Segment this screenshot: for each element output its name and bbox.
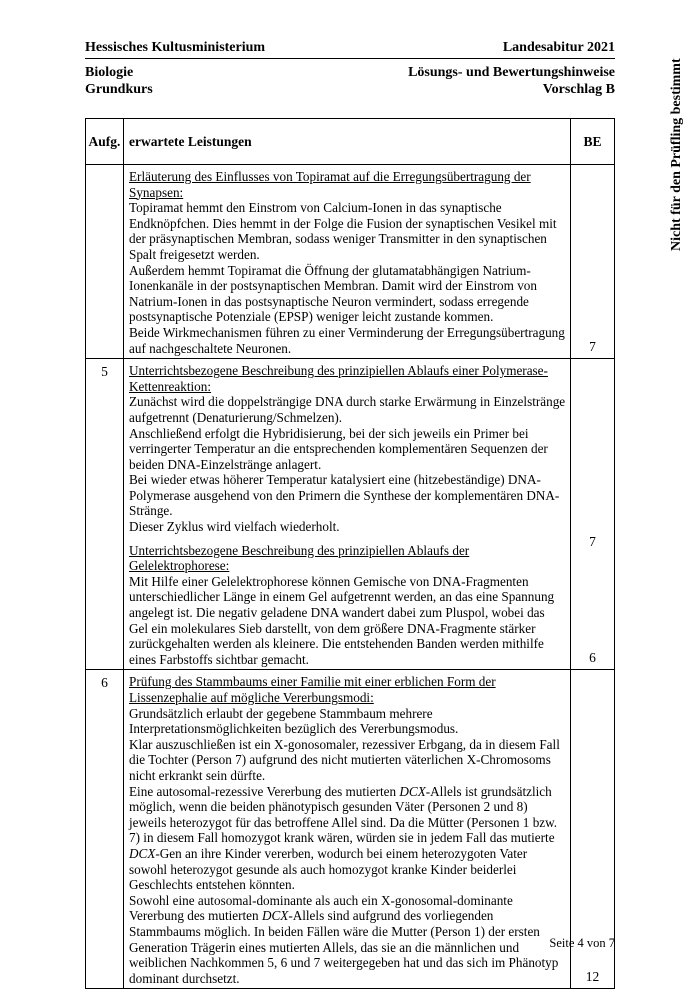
- answer-heading: Unterrichtsbezogene Beschreibung des prinzipiellen Ablaufs der Gelelektrophorese:: [129, 542, 470, 574]
- points-value: 7: [589, 534, 596, 550]
- answer-heading: Erläuterung des Einflusses von Topiramat auf die Erregungsübertragung der Synapsen:: [129, 169, 531, 200]
- column-header-content: erwartete Leistungen: [124, 119, 571, 165]
- answer-paragraph: Bei wieder etwas höherer Temperatur katalysiert eine (hitzebeständige) DNA-Polymerase ausgehend von den Primern die Synthese der komplementären DNA-Stränge.: [129, 472, 560, 519]
- subject: Biologie: [85, 65, 134, 80]
- points-value: 6: [589, 650, 596, 666]
- header-info: [85, 64, 615, 98]
- answer-paragraph: Grundsätzlich erlaubt der gegebene Stammbaum mehrere Interpretationsmöglichkeiten bezüglich des Vererbungsmodus.: [129, 705, 459, 737]
- table-row: [86, 359, 615, 670]
- ministry-name: Hessisches Kultusministerium: [85, 40, 266, 55]
- task-number: [86, 165, 124, 359]
- table-row: [86, 165, 615, 359]
- task-number: 6: [86, 670, 124, 989]
- expected-answer: [124, 165, 571, 359]
- answer-paragraph: Sowohl eine autosomal-dominante als auch ein X-gonosomal-dominante Vererbung des mutierten DCX-Allels sind aufgrund des vorliegenden Stammbaums möglich. In beiden Fällen wäre die Mutter (Person 1) der ersten Generation Trägerin eines mutierten Allels, das sie an die männlichen und weiblichen Nachkommen 5, 6 und 7 weitergegeben hat und das sich im Phänotyp dominant durchsetzt.: [129, 892, 559, 986]
- table-header-row: [86, 119, 615, 165]
- answer-paragraph: Klar auszuschließen ist ein X-gonosomaler, rezessiver Erbgang, da in diesem Fall die Tochter (Person 7) aufgrund des nicht mutierten väterlichen X-Chromosoms nicht erkrankt sein dürfte.: [129, 736, 560, 783]
- answer-paragraph: Eine autosomal-rezessive Vererbung des mutierten DCX-Allels ist grundsätzlich möglich, wenn die beiden phänotypisch gesunden Väter (Personen 2 und 8) jeweils heterozygot für das betroffene Allel sind. Da die Mütter (Personen 1 bzw. 7) in diesem Fall homozygot krank wären, würden sie in jedem Fall das mutierte DCX-Gen an ihre Kinder vererben, wodurch bei einem heterozygoten Vater sowohl heterozygot gesunde als auch homozygot kranke Kinder beiderlei Geschlechts entstehen könnten.: [129, 783, 558, 893]
- column-header-task: Aufg.: [86, 119, 124, 165]
- points-cell: [571, 165, 615, 359]
- task-number: 5: [86, 359, 124, 670]
- document-type: Lösungs- und Bewertungshinweise: [408, 65, 615, 80]
- answer-heading: Prüfung des Stammbaums einer Familie mit einer erblichen Form der Lissenzephalie auf mögliche Vererbungsmodi:: [129, 674, 496, 705]
- proposal-label: Vorschlag B: [542, 82, 615, 97]
- page-number: Seite 4 von 7: [549, 936, 615, 950]
- answer-paragraph: Anschließend erfolgt die Hybridisierung, bei der sich jeweils ein Primer bei verringerter Temperatur an die entsprechenden komplementären Sequenzen der beiden DNA-Einzelstränge anlagert.: [129, 425, 548, 472]
- points-value: 12: [585, 969, 600, 985]
- points-value: 7: [589, 339, 596, 355]
- expected-answer: [124, 359, 571, 670]
- header-divider: [85, 58, 615, 59]
- answer-paragraph: Zunächst wird die doppelsträngige DNA durch starke Erwärmung in Einzelstränge aufgetrennt (Denaturierung/Schmelzen).: [129, 394, 566, 425]
- course-level: Grundkurs: [85, 82, 153, 97]
- exam-name: Landesabitur 2021: [502, 40, 615, 55]
- header-top-row: [85, 39, 615, 56]
- answer-paragraph: Beide Wirkmechanismen führen zu einer Verminderung der Erregungsübertragung auf nachgeschaltete Neuronen.: [129, 324, 565, 356]
- answer-paragraph: Mit Hilfe einer Gelelektrophorese können Gemische von DNA-Fragmenten unterschiedlicher Länge in einem Gel aufgetrennt werden, an das eine Spannung angelegt ist. Die negativ geladene DNA wandert dabei zum Pluspol, wobei das Gel ein molekulares Sieb darstellt, von dem größere DNA-Fragmente stärker zurückgehalten werden als kleinere. Die entstehenden Banden werden mithilfe eines Farbstoffs sichtbar gemacht.: [129, 573, 555, 667]
- column-header-points: BE: [571, 119, 615, 165]
- points-cell: [571, 359, 615, 670]
- answer-paragraph: Außerdem hemmt Topiramat die Öffnung der glutamatabhängigen Natrium-Ionenkanäle in der postsynaptischen Membran. Damit wird der Einstrom von Natrium-Ionen in das postsynaptische Neuron vermindert, sodass erregende postsynaptische Potenziale (EPSP) weniger leicht zustande kommen.: [129, 262, 537, 325]
- answer-heading: Unterrichtsbezogene Beschreibung des prinzipiellen Ablaufs einer Polymerase-Kettenreaktion:: [129, 363, 548, 394]
- side-note: Nicht für den Prüfling bestimmt: [669, 58, 684, 252]
- answer-paragraph: Dieser Zyklus wird vielfach wiederholt.: [129, 519, 340, 535]
- table-row: [86, 670, 615, 989]
- solutions-table: [85, 118, 615, 989]
- expected-answer: [124, 670, 571, 989]
- answer-paragraph: Topiramat hemmt den Einstrom von Calcium-Ionen in das synaptische Endknöpfchen. Dies hemmt in der Folge die Fusion der synaptischen Vesikel mit der präsynaptischen Membran, sodass weniger Transmitter in den synaptischen Spalt freigesetzt werden.: [129, 200, 557, 262]
